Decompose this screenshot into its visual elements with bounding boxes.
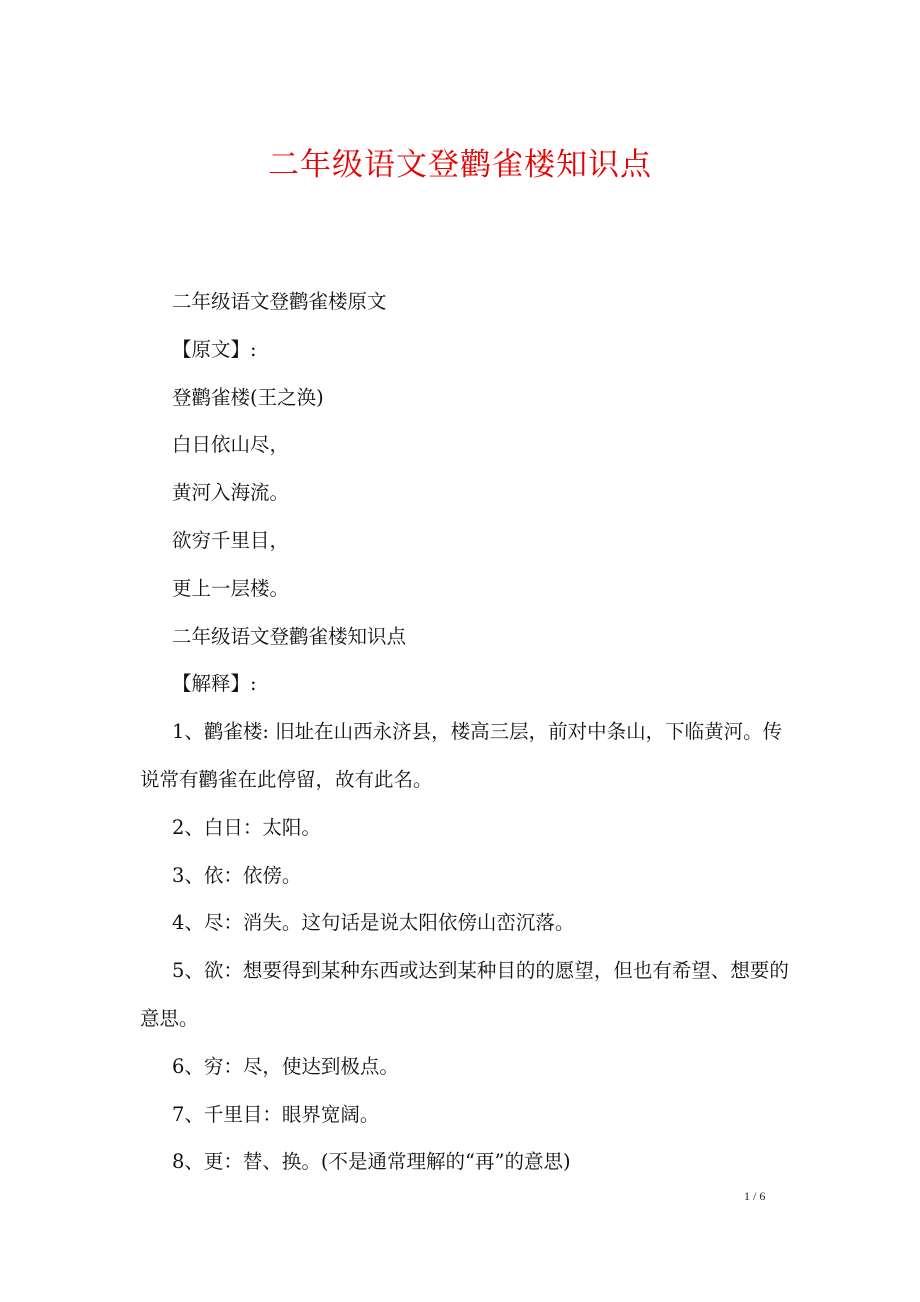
paragraph-original-heading: 二年级语文登鹳雀楼原文 bbox=[172, 290, 387, 313]
explanation-item-4: 4、尽：消失。这句话是说太阳依傍山峦沉落。 bbox=[172, 911, 575, 935]
poem-line-1: 白日依山尽， bbox=[172, 433, 290, 457]
explanation-item-6: 6、穷：尽，使达到极点。 bbox=[172, 1054, 399, 1078]
poem-line-3: 欲穷千里目， bbox=[172, 528, 290, 552]
page-number: 1 / 6 bbox=[744, 1189, 766, 1203]
poem-line-4: 更上一层楼。 bbox=[172, 576, 290, 600]
poem-title: 登鹳雀楼(王之涣) bbox=[172, 385, 324, 409]
knowledge-heading: 二年级语文登鹳雀楼知识点 bbox=[172, 624, 407, 648]
explanation-item-5: 5、欲：想要得到某种东西或达到某种目的的愿望，但也有希望、想要的意思。 bbox=[140, 959, 789, 1030]
explanation-item-3: 3、依：依傍。 bbox=[172, 863, 302, 887]
document-title: 二年级语文登鹳雀楼知识点 bbox=[268, 147, 652, 183]
explanation-label: 【解释】: bbox=[172, 672, 257, 696]
paragraph-original-label: 【原文】: bbox=[172, 337, 257, 361]
poem-line-2: 黄河入海流。 bbox=[172, 481, 290, 505]
explanation-item-1: 1、鹳雀楼: 旧址在山西永济县，楼高三层，前对中条山，下临黄河。传说常有鹳雀在此停留，故有此名。 bbox=[140, 720, 783, 791]
document-body bbox=[140, 278, 800, 1186]
explanation-item-7: 7、千里目：眼界宽阔。 bbox=[172, 1102, 380, 1126]
explanation-item-8: 8、更：替、换。(不是通常理解的“再”的意思) bbox=[172, 1150, 571, 1174]
explanation-item-2: 2、白日：太阳。 bbox=[172, 815, 321, 839]
